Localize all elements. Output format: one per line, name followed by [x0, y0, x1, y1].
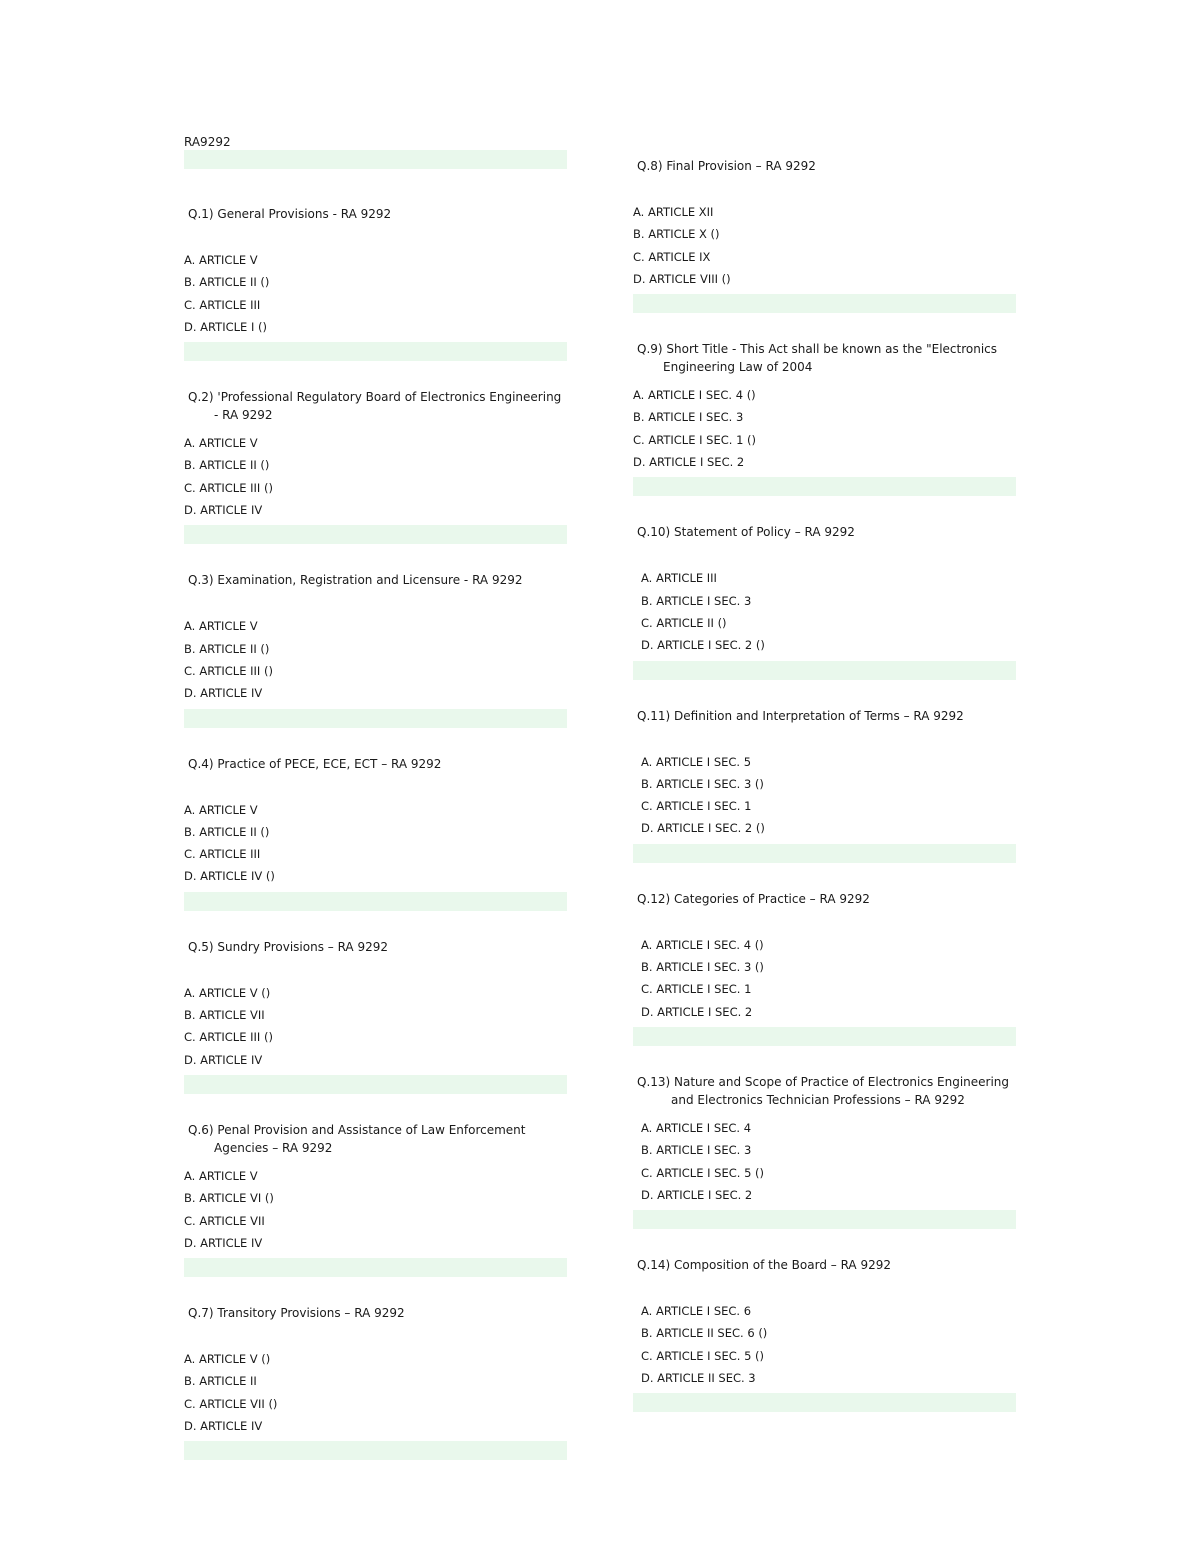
answer-band — [184, 892, 567, 911]
option-b[interactable]: B. ARTICLE VI () — [184, 1191, 274, 1206]
option-b[interactable]: B. ARTICLE I SEC. 3 () — [641, 776, 764, 791]
option-d[interactable]: D. ARTICLE IV — [184, 1052, 263, 1067]
option-b[interactable]: B. ARTICLE II () — [184, 275, 270, 290]
option-a[interactable]: A. ARTICLE V — [184, 802, 258, 817]
option-a[interactable]: A. ARTICLE V — [184, 619, 258, 634]
option-b[interactable]: B. ARTICLE I SEC. 3 — [633, 410, 744, 425]
option-d[interactable]: D. ARTICLE VIII () — [633, 271, 731, 286]
options-list — [184, 249, 567, 338]
option-c[interactable]: C. ARTICLE VII — [184, 1213, 265, 1228]
question-text: Q.9) Short Title - This Act shall be known as the "Electronics Engineering Law of 2004 — [637, 342, 998, 375]
answer-band — [633, 1027, 1016, 1046]
option-d[interactable]: D. ARTICLE I SEC. 2 () — [641, 638, 765, 653]
question-block — [184, 571, 567, 704]
question-text: Q.5) Sundry Provisions – RA 9292 — [188, 939, 388, 954]
option-c[interactable]: C. ARTICLE I SEC. 5 () — [641, 1165, 765, 1180]
answer-band — [184, 525, 567, 544]
option-d[interactable]: D. ARTICLE IV — [184, 1419, 263, 1434]
answer-band — [184, 1441, 567, 1460]
option-d[interactable]: D. ARTICLE IV — [184, 503, 263, 518]
option-c[interactable]: C. ARTICLE I SEC. 1 — [641, 799, 752, 814]
option-b[interactable]: B. ARTICLE II SEC. 6 () — [641, 1326, 768, 1341]
answer-band — [184, 150, 567, 169]
question-text: Q.14) Composition of the Board – RA 9292 — [637, 1258, 891, 1273]
option-b[interactable]: B. ARTICLE II — [184, 1374, 257, 1389]
options-list — [633, 384, 1016, 473]
option-b[interactable]: B. ARTICLE I SEC. 3 () — [641, 960, 764, 975]
option-b[interactable]: B. ARTICLE X () — [633, 227, 720, 242]
options-list — [184, 799, 567, 888]
option-b[interactable]: B. ARTICLE I SEC. 3 — [641, 593, 752, 608]
right-column — [633, 157, 1016, 1412]
question-block — [633, 523, 1016, 656]
option-b[interactable]: B. ARTICLE II () — [184, 641, 270, 656]
option-b[interactable]: B. ARTICLE VII — [184, 1008, 265, 1023]
option-d[interactable]: D. ARTICLE II SEC. 3 — [641, 1371, 756, 1386]
option-c[interactable]: C. ARTICLE III — [184, 847, 261, 862]
option-c[interactable]: C. ARTICLE I SEC. 1 () — [633, 432, 757, 447]
option-d[interactable]: D. ARTICLE IV () — [184, 869, 275, 884]
options-list — [633, 751, 1016, 840]
options-list — [184, 1348, 567, 1437]
option-c[interactable]: C. ARTICLE II () — [641, 615, 727, 630]
option-d[interactable]: D. ARTICLE I SEC. 2 () — [641, 821, 765, 836]
option-a[interactable]: A. ARTICLE XII — [633, 205, 714, 219]
question-block — [633, 707, 1016, 840]
option-d[interactable]: D. ARTICLE I () — [184, 319, 267, 334]
answer-band — [184, 1075, 567, 1094]
option-b[interactable]: B. ARTICLE II () — [184, 458, 270, 473]
option-a[interactable]: A. ARTICLE V () — [184, 985, 271, 1000]
question-text: Q.4) Practice of PECE, ECE, ECT – RA 9292 — [188, 756, 442, 771]
option-a[interactable]: A. ARTICLE V — [184, 1168, 258, 1183]
option-c[interactable]: C. ARTICLE III () — [184, 480, 273, 495]
option-a[interactable]: A. ARTICLE I SEC. 5 — [641, 754, 752, 769]
option-d[interactable]: D. ARTICLE I SEC. 2 — [641, 1004, 753, 1019]
question-block — [184, 755, 567, 888]
option-b[interactable]: B. ARTICLE I SEC. 3 — [641, 1143, 752, 1158]
answer-band — [633, 1393, 1016, 1412]
question-block — [184, 1121, 567, 1254]
answer-band — [633, 294, 1016, 313]
option-c[interactable]: C. ARTICLE I SEC. 5 () — [641, 1348, 765, 1363]
option-c[interactable]: C. ARTICLE IX — [633, 249, 711, 264]
options-list — [184, 982, 567, 1071]
options-list — [633, 1117, 1016, 1206]
option-a[interactable]: A. ARTICLE I SEC. 6 — [641, 1304, 752, 1319]
question-text: Q.12) Categories of Practice – RA 9292 — [637, 891, 870, 906]
answer-band — [184, 1258, 567, 1277]
options-list — [184, 432, 567, 521]
question-text: Q.6) Penal Provision and Assistance of Law Enforcement Agencies – RA 9292 — [188, 1122, 526, 1155]
question-block — [633, 1256, 1016, 1389]
option-a[interactable]: A. ARTICLE V — [184, 253, 258, 267]
document-title: RA9292 — [184, 135, 231, 149]
answer-band — [633, 661, 1016, 680]
option-a[interactable]: A. ARTICLE I SEC. 4 () — [633, 388, 756, 403]
answer-band — [184, 342, 567, 361]
question-block — [184, 1304, 567, 1437]
option-d[interactable]: D. ARTICLE IV — [184, 1235, 263, 1250]
option-c[interactable]: C. ARTICLE III () — [184, 1030, 273, 1045]
question-block — [633, 1073, 1016, 1206]
answer-band — [633, 844, 1016, 863]
option-a[interactable]: A. ARTICLE I SEC. 4 — [641, 1120, 752, 1135]
question-block — [184, 388, 567, 521]
option-c[interactable]: C. ARTICLE VII () — [184, 1396, 278, 1411]
option-d[interactable]: D. ARTICLE IV — [184, 686, 263, 701]
question-text: Q.7) Transitory Provisions – RA 9292 — [188, 1306, 405, 1321]
option-d[interactable]: D. ARTICLE I SEC. 2 — [633, 455, 745, 470]
question-block — [633, 157, 1016, 290]
question-block — [633, 890, 1016, 1023]
options-list — [633, 934, 1016, 1023]
left-column — [184, 150, 567, 1460]
question-block — [633, 340, 1016, 473]
question-text: Q.10) Statement of Policy – RA 9292 — [637, 525, 855, 540]
option-c[interactable]: C. ARTICLE III — [184, 297, 261, 312]
option-d[interactable]: D. ARTICLE I SEC. 2 — [641, 1187, 753, 1202]
option-a[interactable]: A. ARTICLE V — [184, 436, 258, 451]
options-list — [633, 1300, 1016, 1389]
option-a[interactable]: A. ARTICLE III — [641, 571, 717, 586]
question-text: Q.3) Examination, Registration and Licensure - RA 9292 — [188, 573, 523, 588]
answer-band — [633, 477, 1016, 496]
answer-band — [184, 709, 567, 728]
question-text: Q.1) General Provisions - RA 9292 — [188, 207, 392, 221]
options-list — [633, 201, 1016, 290]
option-c[interactable]: C. ARTICLE I SEC. 1 — [641, 982, 752, 997]
options-list — [633, 567, 1016, 656]
question-text: Q.2) 'Professional Regulatory Board of Electronics Engineering - RA 9292 — [188, 390, 562, 423]
options-list — [184, 1165, 567, 1254]
question-text: Q.8) Final Provision – RA 9292 — [637, 159, 816, 173]
question-text: Q.13) Nature and Scope of Practice of Electronics Engineering and Electronics Technician Professions – RA 9292 — [637, 1074, 1010, 1107]
option-c[interactable]: C. ARTICLE III () — [184, 663, 273, 678]
answer-band — [633, 1210, 1016, 1229]
options-list — [184, 615, 567, 704]
question-text: Q.11) Definition and Interpretation of Terms – RA 9292 — [637, 708, 964, 723]
question-block — [184, 938, 567, 1071]
option-a[interactable]: A. ARTICLE I SEC. 4 () — [641, 937, 764, 952]
question-block — [184, 205, 567, 338]
option-a[interactable]: A. ARTICLE V () — [184, 1352, 271, 1367]
option-b[interactable]: B. ARTICLE II () — [184, 824, 270, 839]
